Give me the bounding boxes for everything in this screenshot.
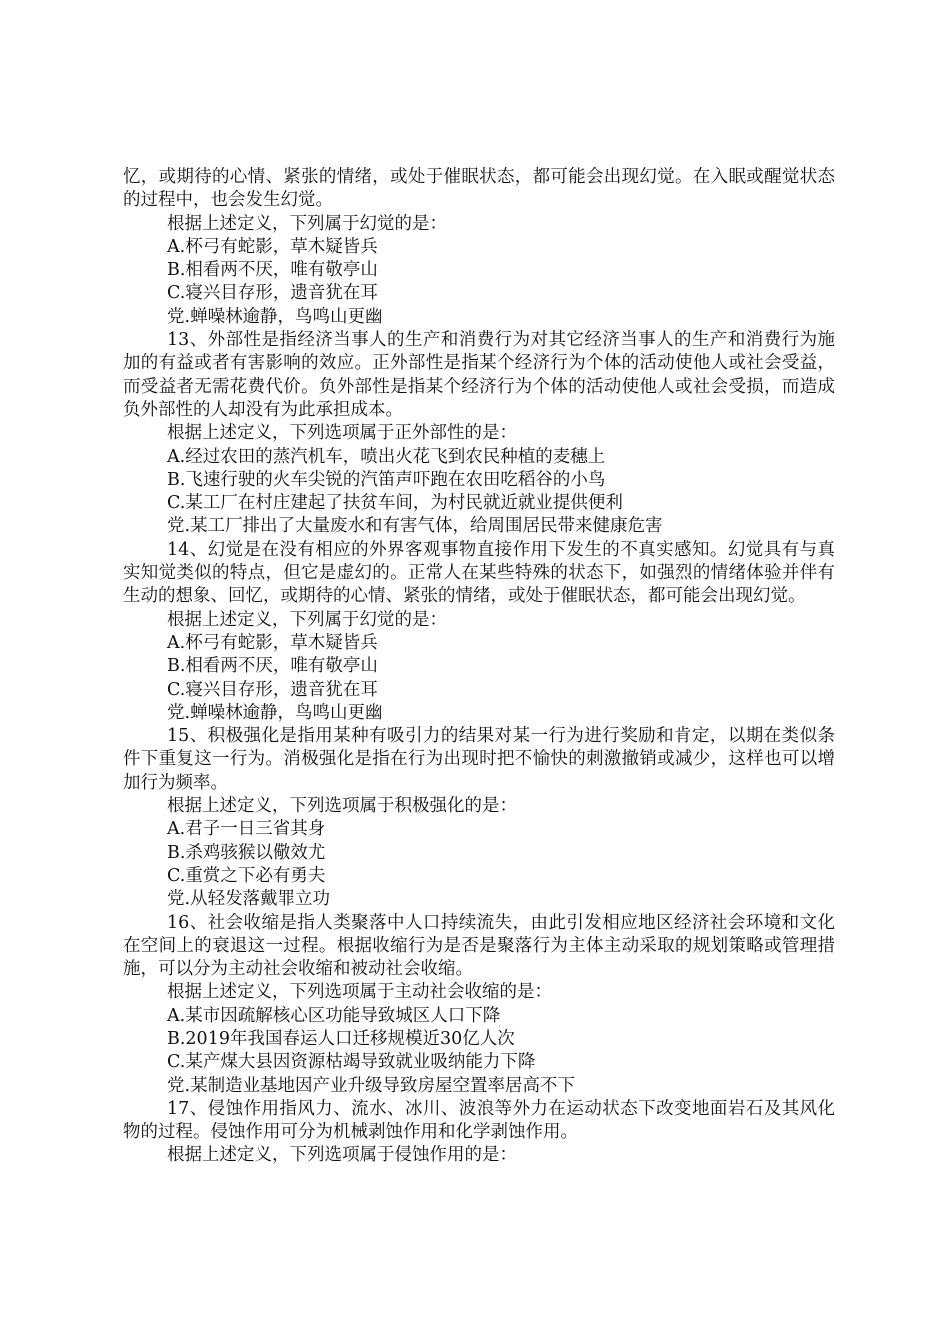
question-prompt: 根据上述定义，下列选项属于正外部性的是： [167, 423, 517, 444]
question-13-definition: 13、外部性是指经济当事人的生产和消费行为对其它经济当事人的生产和消费行为施加的有益或者有害影响的效应。正外部性是指某个经济行为个体的活动使他人或社会受益，而受益者无需花费代价。负外部性是指某个经济行为个体的活动使他人或社会受损，而造成负外部性的人却没有为此承担成本。 [123, 330, 835, 420]
question-17-definition: 17、侵蚀作用指风力、流水、冰川、波浪等外力在运动状态下改变地面岩石及其风化物的过程。侵蚀作用可分为机械剥蚀作用和化学剥蚀作用。 [123, 1098, 835, 1143]
option-a: A.杯弓有蛇影，草木疑皆兵 [167, 236, 378, 257]
question-14-definition: 14、幻觉是在没有相应的外界客观事物直接作用下发生的不真实感知。幻觉具有与真实知觉类似的特点，但它是虚幻的。正常人在某些特殊的状态下，如强烈的情绪体验并伴有生动的想象、回忆，或期待的心情、紧张的情绪，或处于催眠状态，都可能会出现幻觉。 [123, 539, 835, 607]
option-b: B.2019年我国春运人口迁移规模近30亿人次 [167, 1028, 515, 1049]
option-b: B.飞速行驶的火车尖锐的汽笛声吓跑在农田吃稻谷的小鸟 [167, 469, 606, 490]
option-b: B.相看两不厌，唯有敬亭山 [167, 656, 378, 677]
option-a: A.君子一日三省其身 [167, 819, 326, 840]
option-a: A.某市因疏解核心区功能导致城区人口下降 [167, 1005, 501, 1026]
option-a: A.经过农田的蒸汽机车，喷出火花飞到农民种植的麦穗上 [167, 446, 606, 467]
option-c: C.寝兴目存形，遗音犹在耳 [167, 283, 378, 304]
option-c: C.寝兴目存形，遗音犹在耳 [167, 679, 378, 700]
option-c: C.重赏之下必有勇夫 [167, 865, 326, 886]
question-prompt: 根据上述定义，下列选项属于侵蚀作用的是： [167, 1145, 517, 1166]
option-d: 党.从轻发落戴罪立功 [167, 889, 331, 910]
question-prompt: 根据上述定义，下列选项属于积极强化的是： [167, 796, 517, 817]
option-c: C.某产煤大县因资源枯竭导致就业吸纳能力下降 [167, 1052, 536, 1073]
question-16-definition: 16、社会收缩是指人类聚落中人口持续流失，由此引发相应地区经济社会环境和文化在空间上的衰退这一过程。根据收缩行为是否是聚落行为主体主动采取的规划策略或管理措施，可以分为主动社会收缩和被动社会收缩。 [123, 912, 835, 980]
option-d: 党.某工厂排出了大量废水和有害气体，给周围居民带来健康危害 [167, 516, 663, 537]
option-d: 党.蝉噪林逾静，鸟鸣山更幽 [167, 702, 383, 723]
question-15-definition: 15、积极强化是指用某种有吸引力的结果对某一行为进行奖励和肯定，以期在类似条件下重复这一行为。消极强化是指在行为出现时把不愉快的刺激撤销或减少，这样也可以增加行为频率。 [123, 726, 835, 793]
document-page [123, 166, 835, 1168]
option-c: C.某工厂在村庄建起了扶贫车间，为村民就近就业提供便利 [167, 493, 623, 514]
option-b: B.杀鸡骇猴以儆效尤 [167, 842, 326, 863]
question-prompt: 根据上述定义，下列属于幻觉的是： [167, 213, 447, 234]
option-a: A.杯弓有蛇影，草木疑皆兵 [167, 632, 378, 653]
paragraph-continuation: 忆，或期待的心情、紧张的情绪，或处于催眠状态，都可能会出现幻觉。在入眠或醒觉状态的过程中，也会发生幻觉。 [123, 167, 835, 211]
question-prompt: 根据上述定义，下列选项属于主动社会收缩的是： [167, 982, 552, 1003]
option-d: 党.蝉噪林逾静，鸟鸣山更幽 [167, 306, 383, 327]
question-prompt: 根据上述定义，下列属于幻觉的是： [167, 609, 447, 630]
option-d: 党.某制造业基地因产业升级导致房屋空置率居高不下 [167, 1075, 576, 1096]
option-b: B.相看两不厌，唯有敬亭山 [167, 260, 378, 281]
